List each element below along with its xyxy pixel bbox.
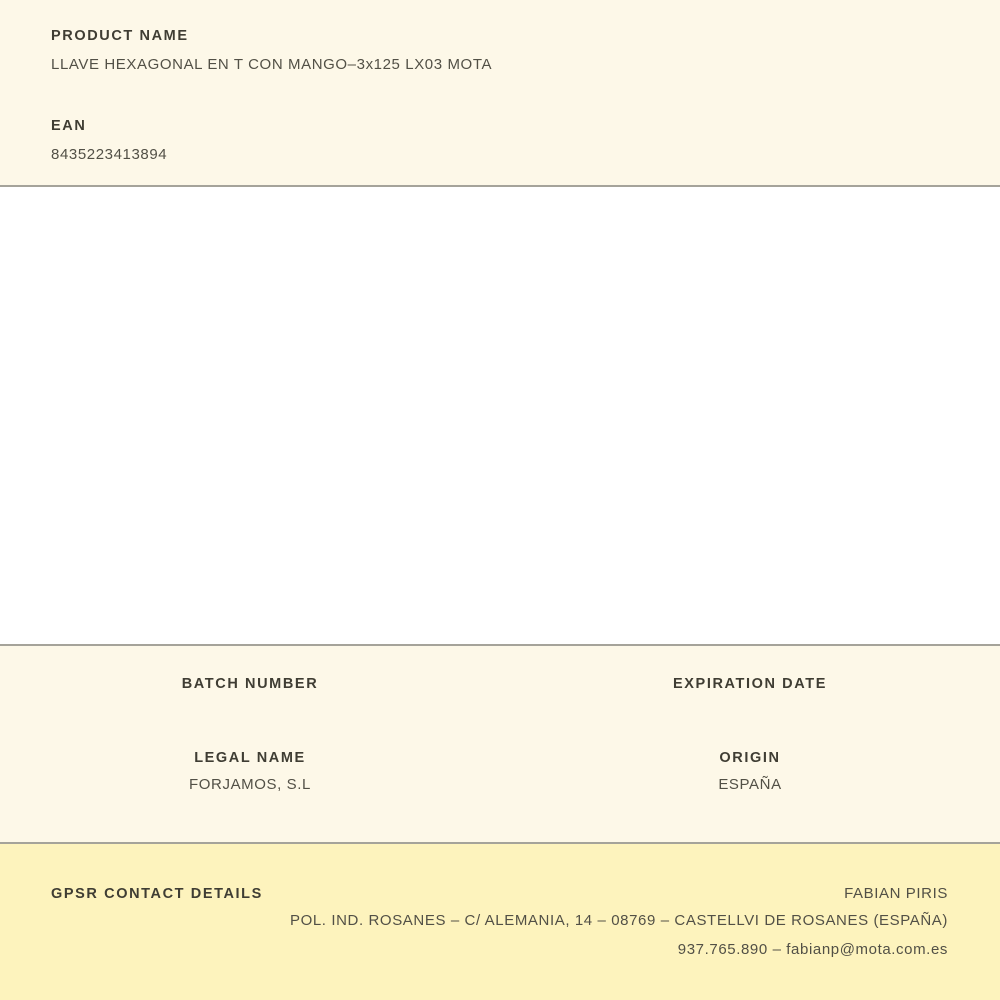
legal-name-value: FORJAMOS, S.L [189,776,311,793]
gpsr-contact-details-label: GPSR CONTACT DETAILS [51,886,263,902]
gpsr-header-row [51,886,948,902]
expiration-date-cell [500,676,1000,692]
product-name-value: LLAVE HEXAGONAL EN T CON MANGO–3x125 LX03 MOTA [51,56,493,73]
product-image-area [0,187,1000,644]
origin-value: ESPAÑA [718,776,782,793]
details-section [0,646,1000,842]
batch-number-cell [0,676,500,692]
gpsr-phone-email: 937.765.890 – fabianp@mota.com.es [677,941,948,958]
gpsr-contact-name: FABIAN PIRIS [844,885,948,902]
gpsr-contact-section [0,844,1000,1000]
batch-number-label: BATCH NUMBER [181,676,319,692]
details-row-batch-expiration [0,676,1000,692]
legal-name-cell [0,750,500,793]
origin-label: ORIGIN [719,750,781,766]
product-header-section [0,0,1000,185]
gpsr-address: POL. IND. ROSANES – C/ ALEMANIA, 14 – 08769 – CASTELLVI DE ROSANES (ESPAÑA) [289,912,948,929]
details-row-legal-origin [0,750,1000,793]
origin-cell [500,750,1000,793]
ean-value: 8435223413894 [51,146,168,163]
product-name-label: PRODUCT NAME [51,28,189,44]
ean-label: EAN [51,118,87,134]
legal-name-label: LEGAL NAME [194,750,306,766]
expiration-date-label: EXPIRATION DATE [673,676,827,692]
